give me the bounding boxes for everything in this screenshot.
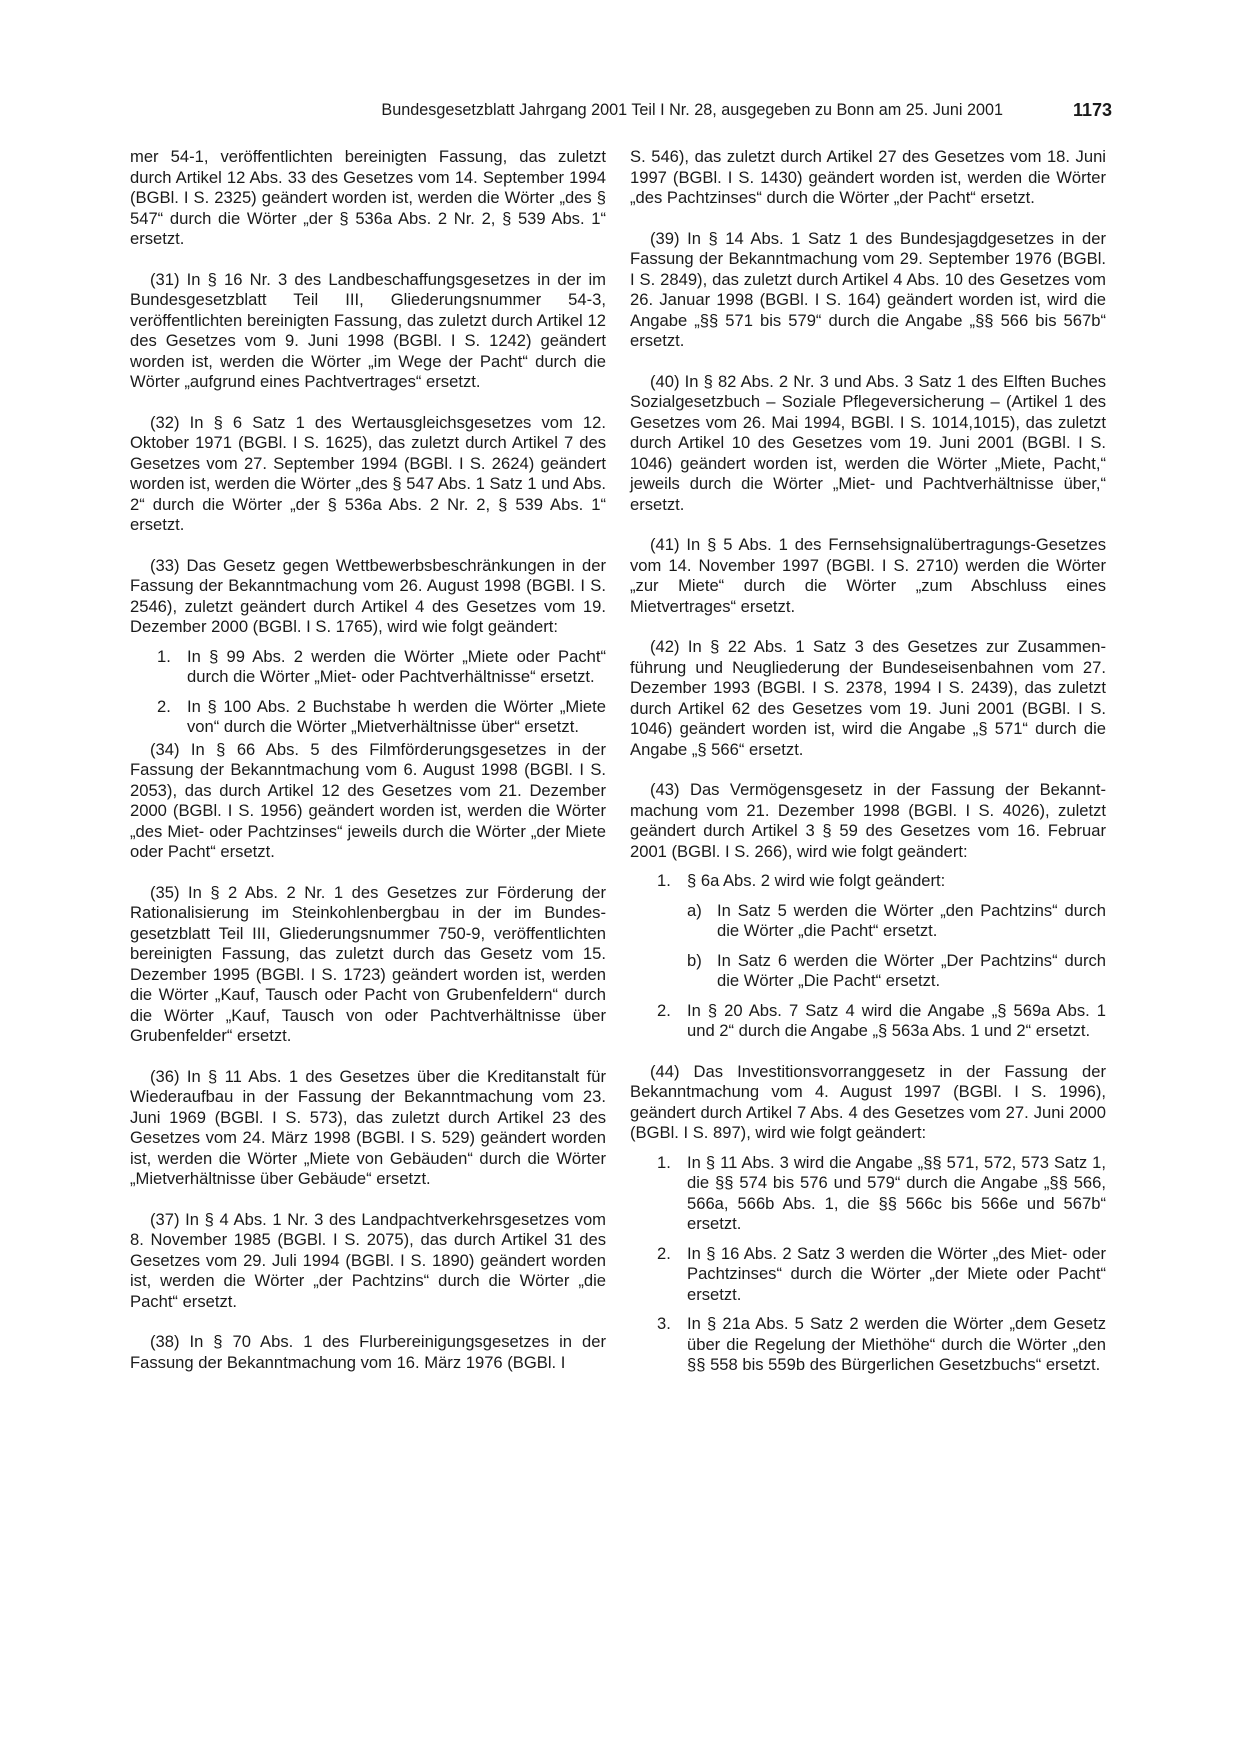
list-item-text: In § 20 Abs. 7 Satz 4 wird die Angabe „§ 569a Abs. 1 und 2“ durch die Angabe „§ 563a Abs. 1 und 2“ ersetzt.	[687, 1000, 1106, 1040]
paragraph-32: (32) In § 6 Satz 1 des Wertausgleichsgesetzes vom 12. Oktober 1971 (BGBl. I S. 1625), das zuletzt durch Artikel 7 des Gesetzes vom 27. September 1994 (BGBl. I S. 2624) geändert worden ist, werden die Wörter „des § 547 Abs. 1 Satz 1 und Abs. 2“ durch die Wörter „der § 536a Abs. 2 Nr. 2, § 539 Abs. 1“ ersetzt.	[130, 412, 606, 534]
paragraph-42: (42) In § 22 Abs. 1 Satz 3 des Gesetzes zur Zusammenführung und Neugliederung der Bundeseisenbahnen vom 27. Dezember 1993 (BGBl. I S. 2378, 1994 I S. 2439), das zuletzt durch Artikel 62 des Gesetzes vom 19. Juni 2001 (BGBl. I S. 1046) geändert worden ist, wird die Angabe „§ 571“ durch die Angabe „§ 566“ ersetzt.	[630, 637, 1106, 759]
paragraph-34: (34) In § 66 Abs. 5 des Filmförderungsgesetzes in der Fassung der Bekanntmachung vom 6. August 1998 (BGBl. I S. 2053), das durch Artikel 12 des Gesetzes vom 21. Dezember 2000 (BGBl. I S. 1956) geändert worden ist, werden die Wörter „des Miet- oder Pachtzinses“ jeweils durch die Wörter „der Miete oder Pacht“ ersetzt.	[130, 739, 606, 861]
paragraph-38-continuation: S. 546), das zuletzt durch Artikel 27 des Gesetzes vom 18. Juni 1997 (BGBl. I S. 1430) geändert worden ist, werden die Wörter „des Pachtzinses“ durch die Wörter „der Pacht“ ersetzt.	[630, 147, 1106, 207]
list-item-text: In § 16 Abs. 2 Satz 3 werden die Wörter „des Miet- oder Pachtzinses“ durch die Wörter „der Miete oder Pacht“ ersetzt.	[687, 1243, 1106, 1304]
list-item	[630, 1001, 1106, 1042]
list-item-text: In § 99 Abs. 2 werden die Wörter „Miete oder Pacht“ durch die Wörter „Miet- oder Pachtverhältnisse“ ersetzt.	[187, 646, 606, 686]
paragraph-37: (37) In § 4 Abs. 1 Nr. 3 des Landpachtverkehrsgesetzes vom 8. November 1985 (BGBl. I S. 2075), das durch Artikel 31 des Gesetzes vom 29. Juli 1994 (BGBl. I S. 1890) geändert worden ist, werden die Wörter „der Pachtzins“ durch die Wörter „die Pacht“ ersetzt.	[130, 1209, 606, 1311]
paragraph-33: (33) Das Gesetz gegen Wettbewerbsbeschränkungen in der Fassung der Bekanntmachung vom 26. August 1998 (BGBl. I S. 2546), zuletzt geändert durch Artikel 4 des Gesetzes vom 19. Dezember 2000 (BGBl. I S. 1765), wird wie folgt geändert:	[130, 555, 606, 636]
left-column	[130, 147, 606, 1373]
list-marker: 2.	[657, 1243, 671, 1263]
sub-list-item-text: In Satz 6 werden die Wörter „Der Pachtzins“ durch die Wörter „Die Pacht“ ersetzt.	[717, 950, 1106, 990]
list-item	[630, 1314, 1106, 1376]
list-marker: 1.	[657, 1152, 671, 1172]
paragraph-40: (40) In § 82 Abs. 2 Nr. 3 und Abs. 3 Satz 1 des Elften Buches Sozialgesetzbuch – Soziale Pflegeversicherung – (Artikel 1 des Gesetzes vom 26. Mai 1994, BGBl. I S. 1014,1015), das zuletzt durch Artikel 10 des Gesetzes vom 19. Juni 2001 (BGBl. I S. 1046) geändert worden ist, werden die Wörter „Miete, Pacht,“ jeweils durch die Wörter „Miet- und Pachtverhältnisse über,“ ersetzt.	[630, 371, 1106, 514]
list-marker: 2.	[157, 696, 171, 716]
list-item-text: In § 21a Abs. 5 Satz 2 werden die Wörter „dem Gesetz über die Regelung der Miethöhe“ durch die Wörter „den §§ 558 bis 559b des Bürgerlichen Gesetzbuchs“ ersetzt.	[687, 1314, 1106, 1374]
list-item-text: § 6a Abs. 2 wird wie folgt geändert:	[687, 871, 946, 890]
paragraph-31: (31) In § 16 Nr. 3 des Landbeschaffungsgesetzes in der im Bundesgesetzblatt Teil III, Gliederungsnummer 54-3, veröffentlichten bereinigten Fassung, das zuletzt durch Artikel 12 des Gesetzes vom 9. Juni 1998 (BGBl. I S. 1242) geändert worden ist, werden die Wörter „im Wege der Pacht“ durch die Wörter „aufgrund eines Pachtvertrages“ ersetzt.	[130, 269, 606, 391]
list-item	[130, 697, 606, 738]
paragraph-39: (39) In § 14 Abs. 1 Satz 1 des Bundesjagdgesetzes in der Fassung der Bekanntmachung vom 29. September 1976 (BGBl. I S. 2849), das zuletzt durch Artikel 4 Abs. 10 des Gesetzes vom 26. Januar 1998 (BGBl. I S. 164) geändert worden ist, wird die Angabe „§§ 571 bis 579“ durch die Angabe „§§ 566 bis 567b“ ersetzt.	[630, 228, 1106, 350]
paragraph-36: (36) In § 11 Abs. 1 des Gesetzes über die Kreditanstalt für Wiederaufbau in der Fassung der Bekanntmachung vom 23. Juni 1969 (BGBl. I S. 573), das zuletzt durch Artikel 23 des Gesetzes vom 24. März 1998 (BGBl. I S. 529) geändert worden ist, werden die Wörter „Miete von Gebäuden“ durch die Wörter „Mietverhältnisse über Gebäude“ ersetzt.	[130, 1066, 606, 1188]
list-marker: 1.	[157, 646, 171, 666]
list-item	[630, 1244, 1106, 1306]
list-marker: 1.	[657, 871, 671, 890]
list-item	[630, 1153, 1106, 1235]
list-item	[630, 871, 1106, 892]
list-item-text: In § 11 Abs. 3 wird die Angabe „§§ 571, 572, 573 Satz 1, die §§ 574 bis 576 und 579“ durch die Angabe „§§ 566, 566a, 566b Abs. 1, die §§ 566c bis 566e und 567b“ ersetzt.	[687, 1152, 1106, 1233]
list-marker: 2.	[657, 1000, 671, 1020]
sub-list-item-text: In Satz 5 werden die Wörter „den Pachtzins“ durch die Wörter „die Pacht“ ersetzt.	[717, 900, 1106, 940]
sub-list-marker: a)	[687, 900, 702, 920]
paragraph-41: (41) In § 5 Abs. 1 des Fernsehsignalübertragungs-Gesetzes vom 14. November 1997 (BGBl. I S. 2710) werden die Wörter „zur Miete“ durch die Wörter „zum Abschluss eines Mietvertrages“ ersetzt.	[630, 535, 1106, 616]
right-column	[630, 147, 1106, 1376]
list-marker: 3.	[657, 1314, 671, 1333]
paragraph-44: (44) Das Investitionsvorranggesetz in der Fassung der Bekanntmachung vom 4. August 1997 (BGBl. I S. 1996), geändert durch Artikel 7 Abs. 4 des Gesetzes vom 27. Juni 2000 (BGBl. I S. 897), wird wie folgt geändert:	[630, 1061, 1106, 1142]
sub-list-marker: b)	[687, 950, 702, 970]
page-header	[130, 101, 1112, 125]
list-item	[130, 647, 606, 688]
sub-list-item	[630, 901, 1106, 942]
list-item-text: In § 100 Abs. 2 Buchstabe h werden die Wörter „Miete von“ durch die Wörter „Mietverhältnisse über“ ersetzt.	[187, 696, 606, 736]
header-title: Bundesgesetzblatt Jahrgang 2001 Teil I Nr. 28, ausgegeben zu Bonn am 25. Juni 2001	[381, 101, 1003, 119]
paragraph-35: (35) In § 2 Abs. 2 Nr. 1 des Gesetzes zur Förderung der Rationalisierung im Steinkohlenbergbau in der im Bundesgesetzblatt Teil III, Gliederungsnummer 750-9, veröffentlichten bereinigten Fassung, das zuletzt durch das Gesetz vom 15. Dezember 1995 (BGBl. I S. 1723) geändert worden ist, werden die Wörter „Kauf, Tausch oder Pacht von Grubenfeldern“ durch die Wörter „Kauf, Tausch von oder Pachtverhältnisse über Grubenfelder“ ersetzt.	[130, 882, 606, 1045]
paragraph-38: (38) In § 70 Abs. 1 des Flurbereinigungsgesetzes in der Fassung der Bekanntmachung vom 16. März 1976 (BGBl. I	[130, 1332, 606, 1372]
page-number: 1173	[1072, 100, 1112, 120]
paragraph-30-continuation: mer 54-1, veröffentlichten bereinigten Fassung, das zuletzt durch Artikel 12 Abs. 33 des Gesetzes vom 14. September 1994 (BGBl. I S. 2325) geändert worden ist, werden die Wörter „des § 547“ durch die Wörter „der § 536a Abs. 2 Nr. 2, § 539 Abs. 1“ ersetzt.	[130, 147, 606, 248]
paragraph-43: (43) Das Vermögensgesetz in der Fassung der Bekanntmachung vom 21. Dezember 1998 (BGBl. I S. 4026), zuletzt geändert durch Artikel 3 § 59 des Gesetzes vom 16. Februar 2001 (BGBl. I S. 266), wird wie folgt geändert:	[630, 780, 1106, 861]
sub-list-item	[630, 951, 1106, 992]
